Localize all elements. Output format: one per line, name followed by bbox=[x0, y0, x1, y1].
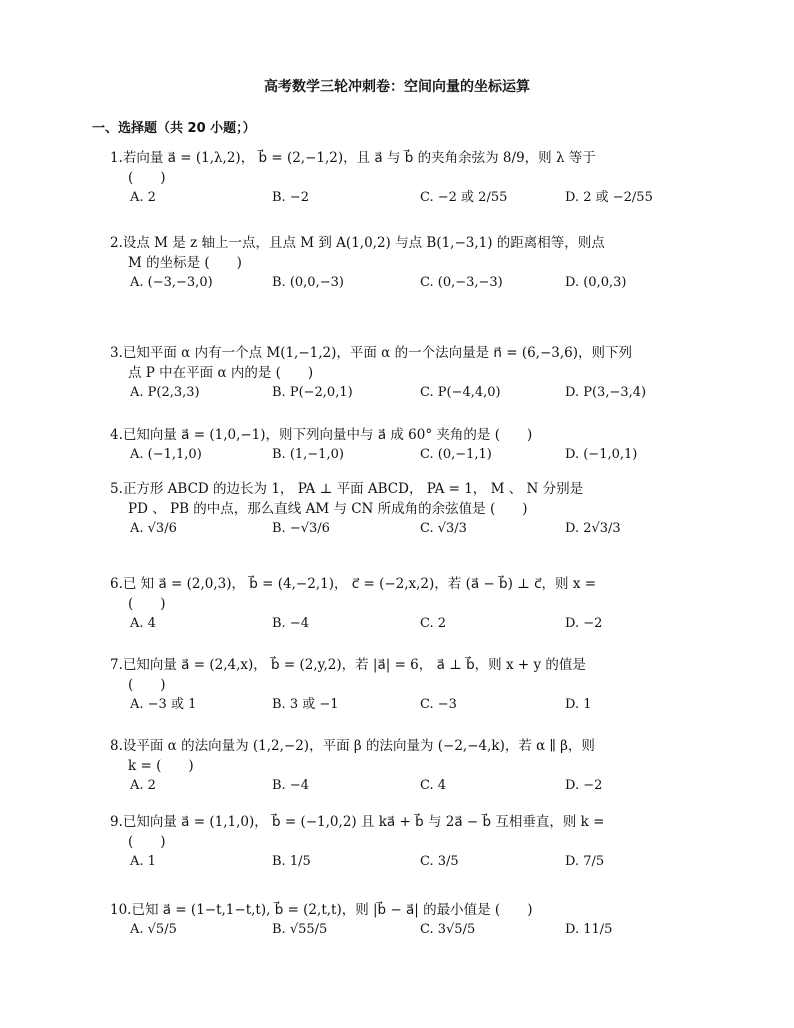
options-row bbox=[110, 776, 710, 798]
option-A[interactable]: A. 2 bbox=[130, 778, 156, 793]
section-heading: 一、选择题（共 20 小题；） bbox=[92, 121, 256, 136]
options-row bbox=[110, 852, 710, 874]
option-B[interactable]: B. −√3/6 bbox=[272, 521, 330, 536]
options-row bbox=[110, 519, 710, 541]
option-D[interactable]: D. 2√3/3 bbox=[565, 521, 621, 536]
question-stem-continued: M 的坐标是 ( ) bbox=[128, 255, 242, 271]
option-C[interactable]: C. 4 bbox=[420, 778, 447, 793]
option-C[interactable]: C. −2 或 2/55 bbox=[420, 190, 508, 205]
question-stem-continued: ( ) bbox=[128, 596, 166, 612]
option-B[interactable]: B. 1/5 bbox=[272, 854, 311, 869]
question-stem-continued: k = ( ) bbox=[128, 758, 194, 774]
option-A[interactable]: A. 1 bbox=[130, 854, 156, 869]
options-row bbox=[110, 445, 710, 467]
question-8 bbox=[110, 736, 710, 798]
question-stem: 4.已知向量 a⃗ = (1,0,−1)，则下列向量中与 a⃗ 成 60° 夹角的是 ( ) bbox=[110, 427, 533, 443]
option-C[interactable]: C. √3/3 bbox=[420, 521, 467, 536]
option-D[interactable]: D. 1 bbox=[565, 697, 592, 712]
question-stem: 9.已知向量 a⃗ = (1,1,0)， b⃗ = (−1,0,2) 且 ka⃗ + b⃗ 与 2a⃗ − b⃗ 互相垂直，则 k = bbox=[110, 814, 605, 830]
page-title: 高考数学三轮冲刺卷：空间向量的坐标运算 bbox=[264, 79, 530, 95]
option-C[interactable]: C. −3 bbox=[420, 697, 457, 712]
options-row bbox=[110, 383, 710, 405]
question-5 bbox=[110, 479, 710, 541]
option-B[interactable]: B. −4 bbox=[272, 616, 309, 631]
question-9 bbox=[110, 812, 710, 874]
option-A[interactable]: A. 2 bbox=[130, 190, 156, 205]
question-stem: 8.设平面 α 的法向量为 (1,2,−2)，平面 β 的法向量为 (−2,−4,k)，若 α ∥ β，则 bbox=[110, 738, 595, 754]
question-10 bbox=[110, 900, 710, 942]
question-stem: 5.正方形 ABCD 的边长为 1， PA ⊥ 平面 ABCD， PA = 1， M 、 N 分别是 bbox=[110, 481, 584, 497]
option-C[interactable]: C. (0,−3,−3) bbox=[420, 275, 503, 290]
option-D[interactable]: D. (−1,0,1) bbox=[565, 447, 638, 462]
question-stem: 3.已知平面 α 内有一个点 M(1,−1,2)，平面 α 的一个法向量是 n⃗ = (6,−3,6)，则下列 bbox=[110, 345, 633, 361]
question-stem-continued: ( ) bbox=[128, 834, 166, 850]
option-B[interactable]: B. (1,−1,0) bbox=[272, 447, 344, 462]
question-stem: 10.已知 a⃗ = (1−t,1−t,t), b⃗ = (2,t,t)，则 |b⃗ − a⃗| 的最小值是 ( ) bbox=[110, 902, 533, 918]
options-row bbox=[110, 695, 710, 717]
question-stem-continued: ( ) bbox=[128, 677, 166, 693]
option-C[interactable]: C. (0,−1,1) bbox=[420, 447, 492, 462]
question-4 bbox=[110, 425, 710, 467]
option-B[interactable]: B. −4 bbox=[272, 778, 309, 793]
option-A[interactable]: A. (−3,−3,0) bbox=[130, 275, 213, 290]
option-D[interactable]: D. (0,0,3) bbox=[565, 275, 627, 290]
question-3 bbox=[110, 343, 710, 405]
option-B[interactable]: B. P(−2,0,1) bbox=[272, 385, 353, 400]
question-stem-continued: 点 P 中在平面 α 内的是 ( ) bbox=[128, 365, 314, 381]
options-row bbox=[110, 273, 710, 295]
question-stem: 7.已知向量 a⃗ = (2,4,x)， b⃗ = (2,y,2)，若 |a⃗| = 6， a⃗ ⊥ b⃗，则 x + y 的值是 bbox=[110, 657, 586, 673]
question-stem-continued: PD 、 PB 的中点，那么直线 AM 与 CN 所成角的余弦值是 ( ) bbox=[128, 501, 528, 517]
option-A[interactable]: A. √5/5 bbox=[130, 922, 177, 937]
option-B[interactable]: B. (0,0,−3) bbox=[272, 275, 344, 290]
options-row bbox=[110, 920, 710, 942]
option-C[interactable]: C. P(−4,4,0) bbox=[420, 385, 501, 400]
option-B[interactable]: B. √55/5 bbox=[272, 922, 328, 937]
option-D[interactable]: D. 2 或 −2/55 bbox=[565, 190, 653, 205]
option-C[interactable]: C. 3/5 bbox=[420, 854, 459, 869]
question-stem: 1.若向量 a⃗ = (1,λ,2)， b⃗ = (2,−1,2)，且 a⃗ 与 b⃗ 的夹角余弦为 8/9，则 λ 等于 bbox=[110, 150, 596, 166]
option-A[interactable]: A. 4 bbox=[130, 616, 156, 631]
option-A[interactable]: A. −3 或 1 bbox=[130, 697, 197, 712]
option-B[interactable]: B. 3 或 −1 bbox=[272, 697, 339, 712]
option-D[interactable]: D. P(3,−3,4) bbox=[565, 385, 647, 400]
options-row bbox=[110, 188, 710, 210]
option-B[interactable]: B. −2 bbox=[272, 190, 309, 205]
question-2 bbox=[110, 233, 710, 295]
question-stem-continued: ( ) bbox=[128, 170, 166, 186]
option-D[interactable]: D. −2 bbox=[565, 778, 603, 793]
option-C[interactable]: C. 2 bbox=[420, 616, 447, 631]
options-row bbox=[110, 614, 710, 636]
question-7 bbox=[110, 655, 710, 717]
option-D[interactable]: D. −2 bbox=[565, 616, 603, 631]
option-D[interactable]: D. 7/5 bbox=[565, 854, 605, 869]
option-A[interactable]: A. P(2,3,3) bbox=[130, 385, 200, 400]
question-stem: 2.设点 M 是 z 轴上一点，且点 M 到 A(1,0,2) 与点 B(1,−3,1) 的距离相等，则点 bbox=[110, 235, 605, 251]
option-D[interactable]: D. 11/5 bbox=[565, 922, 613, 937]
question-stem: 6.已 知 a⃗ = (2,0,3)， b⃗ = (4,−2,1)， c⃗ = (−2,x,2)，若 (a⃗ − b⃗) ⊥ c⃗，则 x = bbox=[110, 576, 597, 592]
question-6 bbox=[110, 574, 710, 636]
option-A[interactable]: A. √3/6 bbox=[130, 521, 177, 536]
option-A[interactable]: A. (−1,1,0) bbox=[130, 447, 202, 462]
question-1 bbox=[110, 148, 710, 210]
option-C[interactable]: C. 3√5/5 bbox=[420, 922, 476, 937]
